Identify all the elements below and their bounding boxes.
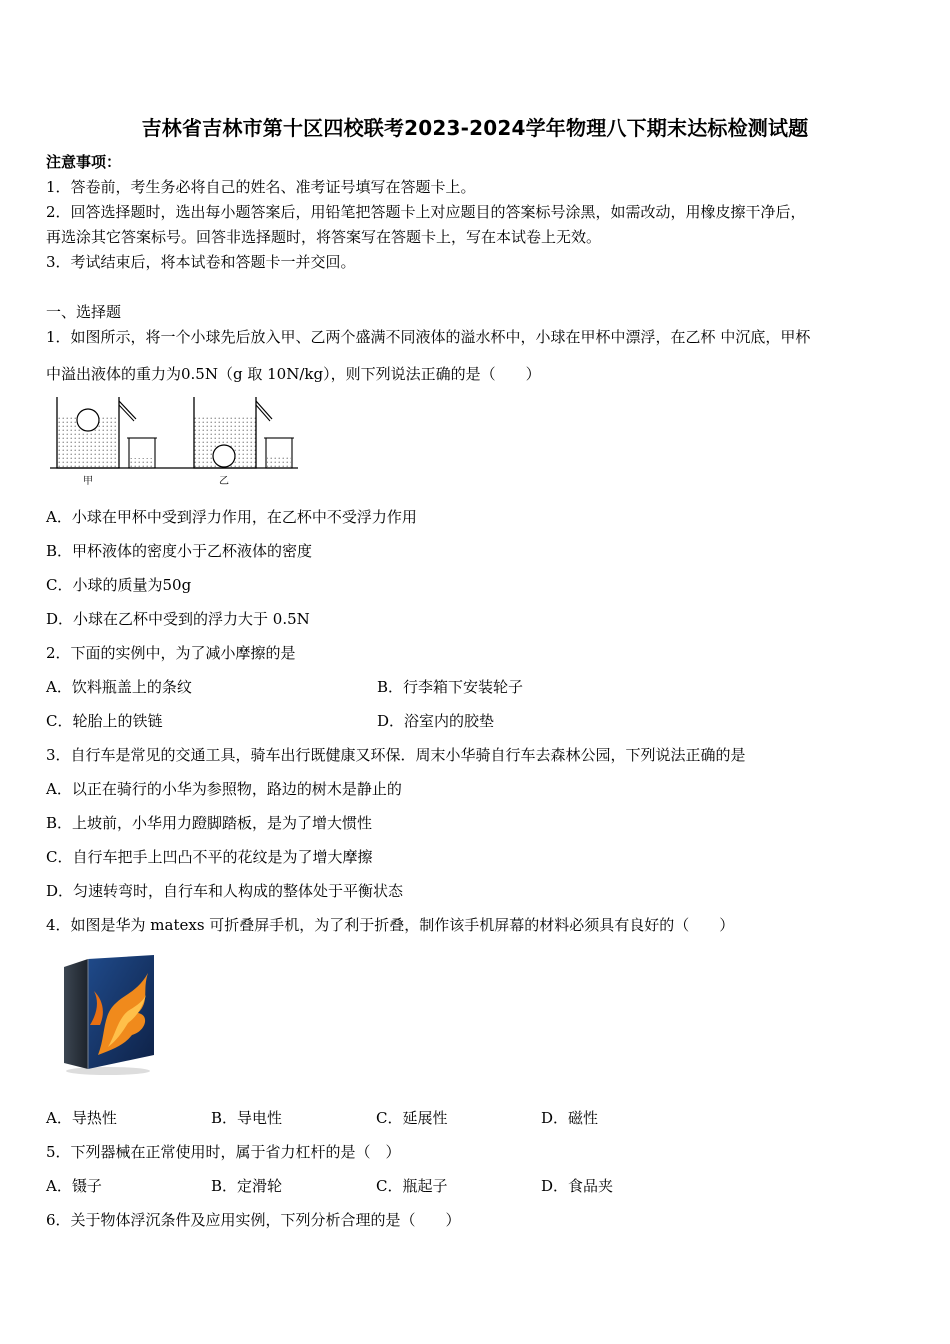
option: C．延展性 (376, 1109, 448, 1127)
option: B．导电性 (211, 1109, 283, 1127)
cup-jia (57, 397, 157, 468)
notice-item: 2．回答选择题时，选出每小题答案后，用铅笔把答题卡上对应题目的答案标号涂黑，如需改动，用橡皮擦干净后， (46, 203, 806, 221)
question-5-stem: 5．下列器械在正常使用时，属于省力杠杆的是（ ） (46, 1143, 401, 1161)
sunk-ball (213, 445, 235, 467)
cup-yi (194, 397, 294, 468)
option: D．浴室内的胶垫 (377, 712, 495, 730)
notice-heading: 注意事项： (46, 153, 122, 171)
floating-ball (77, 409, 99, 431)
option: A．饮料瓶盖上的条纹 (46, 678, 192, 696)
cup-label-jia: 甲 (83, 476, 93, 487)
section-heading: 一、选择题 (46, 303, 122, 321)
question-6-stem: 6．关于物体浮沉条件及应用实例，下列分析合理的是（ ） (46, 1211, 461, 1229)
notice-item: 再选涂其它答案标号。回答非选择题时，将答案写在答题卡上，写在本试卷上无效。 (46, 228, 602, 246)
option: A．镊子 (46, 1177, 102, 1195)
option: C．瓶起子 (376, 1177, 448, 1195)
option: A．以正在骑行的小华为参照物，路边的树木是静止的 (46, 780, 402, 798)
overflow-cups-figure (46, 393, 302, 489)
option: A．导热性 (46, 1109, 117, 1127)
notice-item: 1．答卷前，考生务必将自己的姓名、准考证号填写在答题卡上。 (46, 178, 476, 196)
option: B．甲杯液体的密度小于乙杯液体的密度 (46, 542, 313, 560)
option: D．匀速转弯时，自行车和人构成的整体处于平衡状态 (46, 882, 404, 900)
option: D．磁性 (541, 1109, 599, 1127)
option: D．小球在乙杯中受到的浮力大于 0.5N (46, 610, 310, 628)
question-1-stem: 1．如图所示，将一个小球先后放入甲、乙两个盛满不同液体的溢水杯中，小球在甲杯中漂浮，在乙杯 中沉底，甲杯 (46, 328, 811, 346)
notice-item: 3．考试结束后，将本试卷和答题卡一并交回。 (46, 253, 356, 271)
option: B．定滑轮 (211, 1177, 283, 1195)
option: B．行李箱下安装轮子 (377, 678, 524, 696)
question-1-stem-cont: 中溢出液体的重力为0.5N（g 取 10N/kg），则下列说法正确的是（ ） (46, 365, 541, 383)
option: B．上坡前，小华用力蹬脚踏板，是为了增大惯性 (46, 814, 373, 832)
foldable-phone-image (58, 955, 158, 1077)
cup-label-yi: 乙 (219, 476, 229, 487)
option: C．轮胎上的铁链 (46, 712, 163, 730)
option: C．自行车把手上凹凸不平的花纹是为了增大摩擦 (46, 848, 373, 866)
page-title: 吉林省吉林市第十区四校联考2023-2024学年物理八下期末达标检测试题 (141, 116, 809, 140)
question-2-stem: 2．下面的实例中，为了减小摩擦的是 (46, 644, 296, 662)
question-4-stem: 4．如图是华为 matexs 可折叠屏手机，为了利于折叠，制作该手机屏幕的材料必须具有良好的（ ） (46, 916, 735, 934)
option: D．食品夹 (541, 1177, 614, 1195)
option: A．小球在甲杯中受到浮力作用，在乙杯中不受浮力作用 (46, 508, 417, 526)
question-3-stem: 3．自行车是常见的交通工具，骑车出行既健康又环保．周末小华骑自行车去森林公园，下列说法正确的是 (46, 746, 746, 764)
option: C．小球的质量为50g (46, 576, 192, 594)
